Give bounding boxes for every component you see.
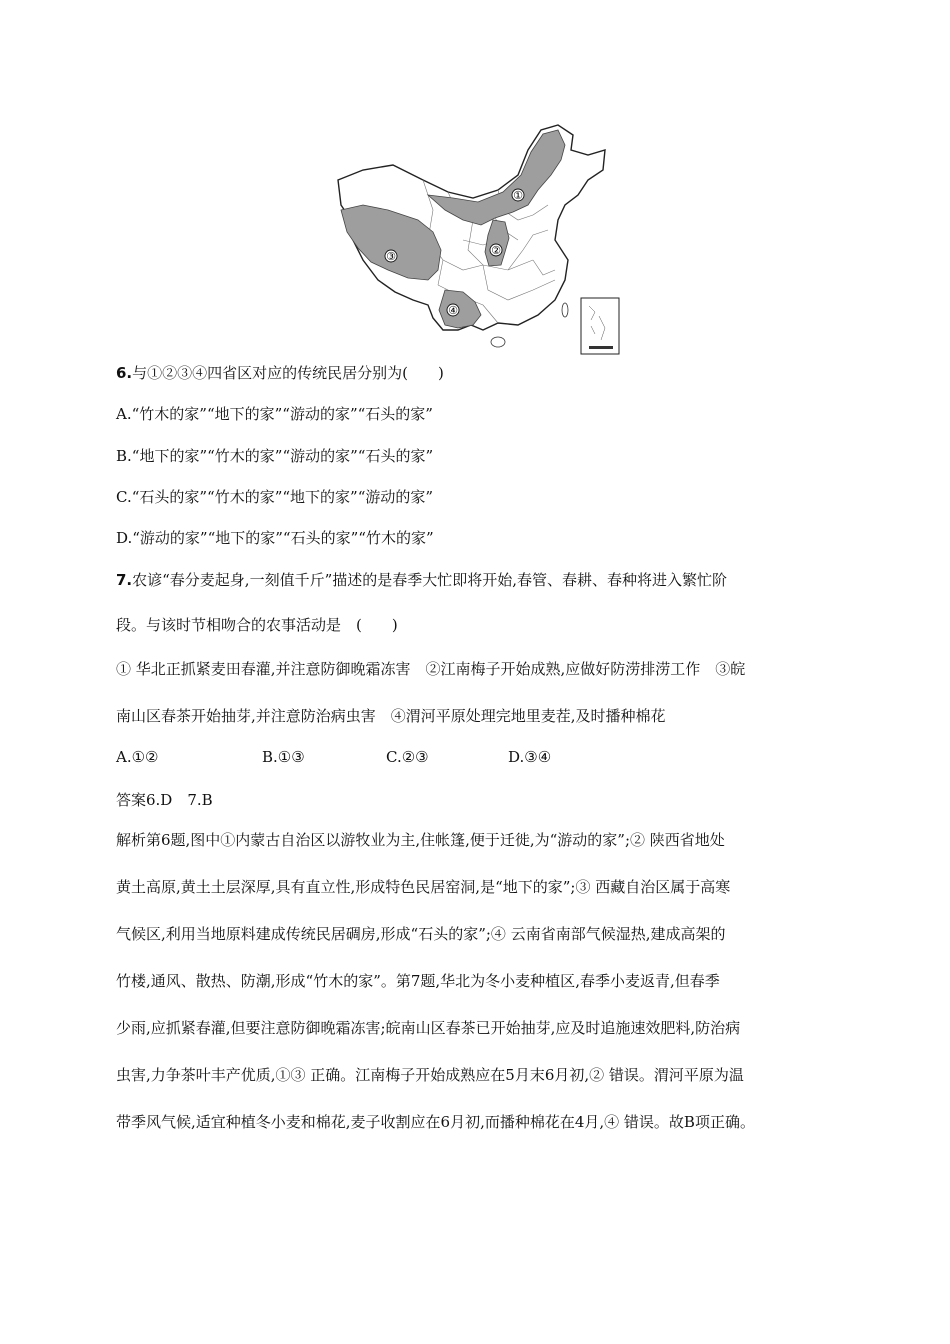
- q6-option-a: A.“竹木的家”“地下的家”“游动的家”“石头的家”: [116, 405, 433, 423]
- svg-text:④: ④: [448, 304, 458, 317]
- svg-text:③: ③: [386, 250, 396, 263]
- marker-1: [512, 189, 524, 202]
- q7-stem-line1: [116, 569, 727, 591]
- china-map-figure: [333, 120, 633, 358]
- q6-option-d: D.“游动的家”“地下的家”“石头的家”“竹木的家”: [116, 529, 434, 547]
- hainan-island: [491, 337, 505, 347]
- analysis-line-5: 少雨,应抓紧春灌,但要注意防御晚霜冻害;皖南山区春茶已开始抽芽,应及时追施速效肥料,防治病: [116, 1019, 741, 1037]
- marker-4: [447, 304, 459, 317]
- analysis-line-2: 黄土高原,黄土土层深厚,具有直立性,形成特色民居窑洞,是“地下的家”;③ 西藏自治区属于高寒: [116, 878, 731, 896]
- south-sea-inset: [581, 298, 619, 354]
- analysis-line-3: 气候区,利用当地原料建成传统民居碉房,形成“石头的家”;④ 云南省南部气候湿热,建成高架的: [116, 925, 726, 943]
- analysis-line-4: 竹楼,通风、散热、防潮,形成“竹木的家”。第7题,华北为冬小麦种植区,春季小麦返青,但春季: [116, 972, 720, 990]
- q6-number: 6.: [116, 364, 133, 382]
- analysis-line-6: 虫害,力争茶叶丰产优质,①③ 正确。江南梅子开始成熟应在5月末6月初,② 错误。渭河平原为温: [116, 1066, 744, 1084]
- inset-scale-bar: [589, 346, 613, 349]
- q7-items-line2: 南山区春茶开始抽芽,并注意防治病虫害 ④渭河平原处理完地里麦茬,及时播种棉花: [116, 707, 666, 725]
- q7-option-a: A.①②: [116, 748, 159, 766]
- q7-items-line1: ① 华北正抓紧麦田春灌,并注意防御晚霜冻害 ②江南梅子开始成熟,应做好防涝排涝工作 ③皖: [116, 660, 746, 678]
- q7-option-c: C.②③: [386, 748, 429, 766]
- analysis-line-1: 解析第6题,图中①内蒙古自治区以游牧业为主,住帐篷,便于迁徙,为“游动的家”;② 陕西省地处: [116, 831, 725, 849]
- taiwan-island: [562, 303, 568, 317]
- q7-number: 7.: [116, 571, 133, 589]
- marker-2: [490, 244, 502, 257]
- answer-line: 答案6.D 7.B: [116, 791, 213, 809]
- svg-text:②: ②: [491, 244, 501, 257]
- q7-stem-line2: 段。与该时节相吻合的农事活动是 ( ): [116, 616, 398, 634]
- q7-option-d: D.③④: [508, 748, 552, 766]
- analysis-line-7: 带季风气候,适宜种植冬小麦和棉花,麦子收割应在6月初,而播种棉花在4月,④ 错误。故B项正确。: [116, 1113, 755, 1131]
- q6-stem-text: 与①②③④四省区对应的传统民居分别为( ): [132, 364, 444, 382]
- q6-stem: [116, 362, 444, 384]
- q6-option-c: C.“石头的家”“竹木的家”“地下的家”“游动的家”: [116, 488, 434, 506]
- china-map: [333, 120, 633, 358]
- marker-3: [385, 250, 397, 263]
- q7-stem-text-1: 农谚“春分麦起身,一刻值千斤”描述的是春季大忙即将开始,春管、春耕、春种将进入繁忙阶: [132, 571, 728, 589]
- svg-text:①: ①: [513, 189, 523, 202]
- q6-option-b: B.“地下的家”“竹木的家”“游动的家”“石头的家”: [116, 447, 434, 465]
- q7-option-b: B.①③: [262, 748, 305, 766]
